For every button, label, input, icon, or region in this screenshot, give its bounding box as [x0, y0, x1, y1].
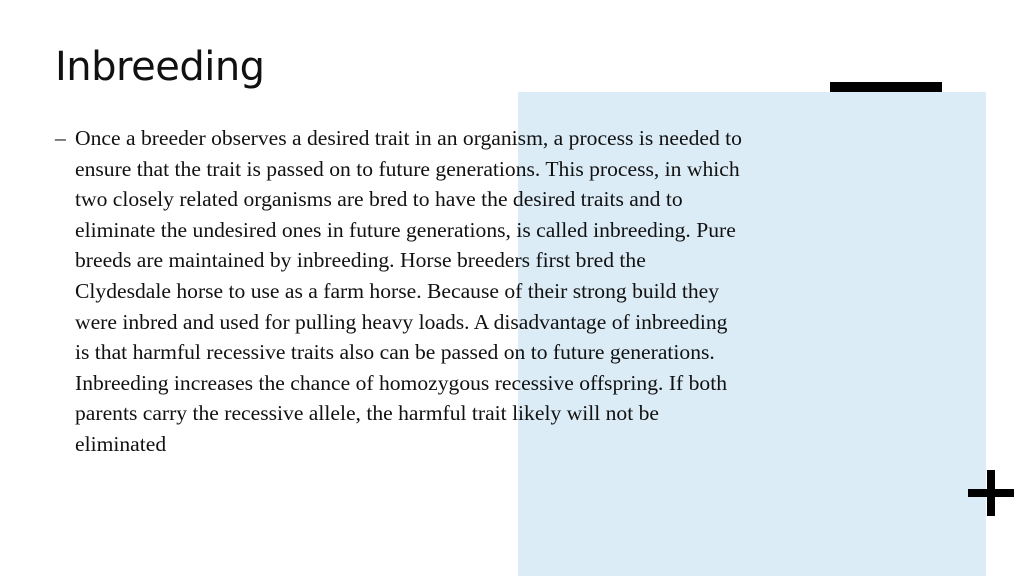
plus-icon — [968, 470, 1014, 516]
bullet-item — [55, 123, 745, 460]
plus-vertical-stroke — [987, 470, 995, 516]
accent-bar-icon — [830, 82, 942, 92]
bullet-text: Once a breeder observes a desired trait in an organism, a process is needed to ensure that the trait is passed on to future generations. This process, in which two closely related organisms are bred to have the desired traits and to eliminate the undesired ones in future generations, is called inbreeding. Pure breeds are maintained by inbreeding. Horse breeders first bred the Clydesdale horse to use as a farm horse. Because of their strong build they were inbred and used for pulling heavy loads. A disadvantage of inbreeding is that harmful recessive traits also can be passed on to future generations. Inbreeding increases the chance of homozygous recessive offspring. If both parents carry the recessive allele, the harmful trait likely will not be eliminated — [75, 126, 742, 456]
bullet-marker: – — [55, 126, 66, 150]
bullet-list — [55, 123, 745, 460]
slide-title: Inbreeding — [55, 44, 265, 90]
